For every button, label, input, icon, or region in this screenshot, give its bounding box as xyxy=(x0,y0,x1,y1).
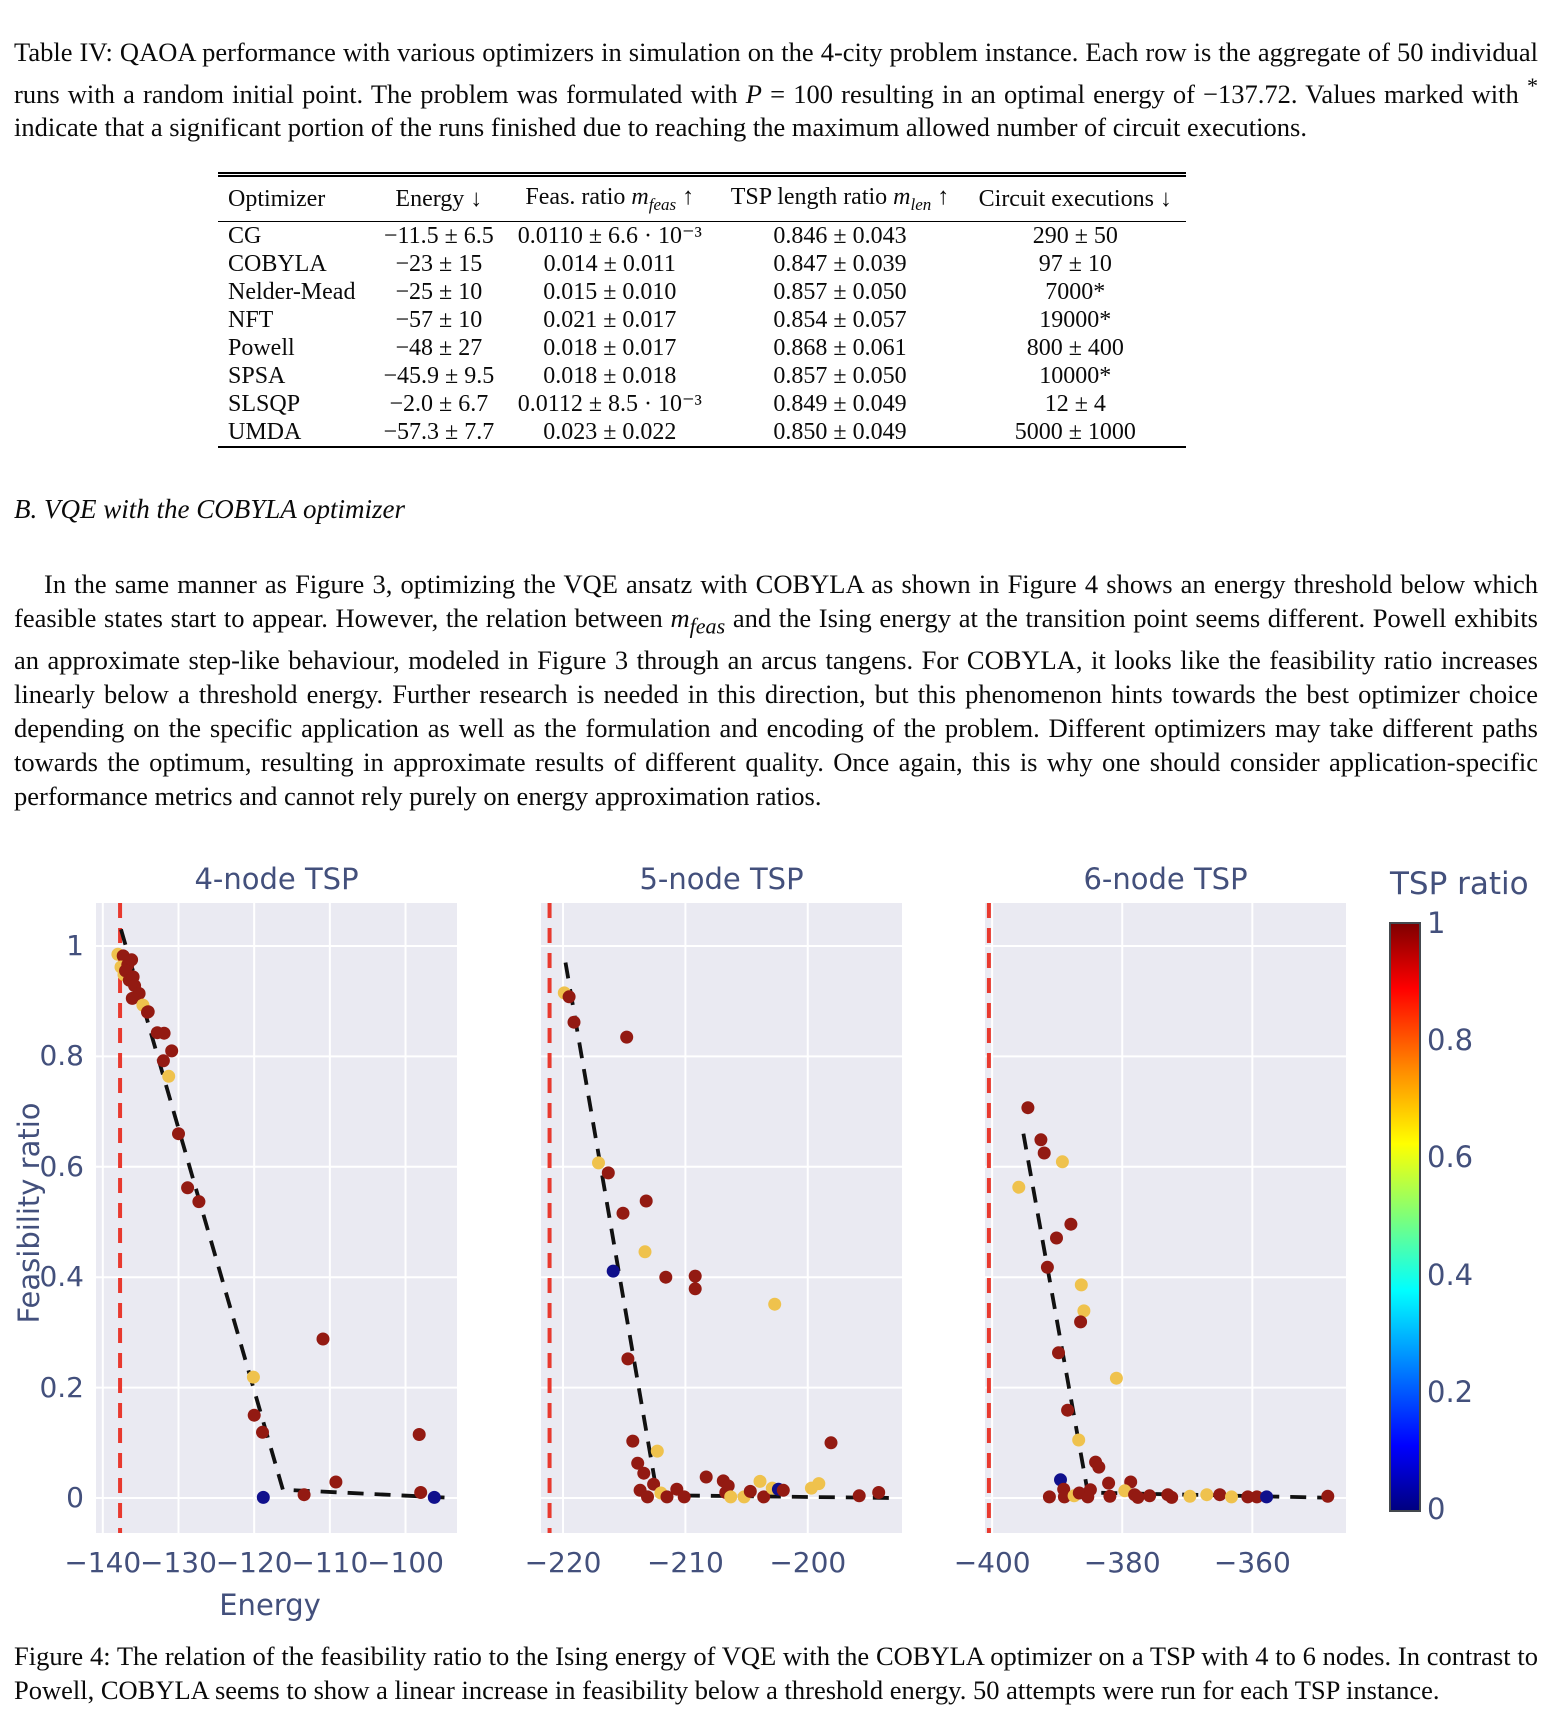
table-cell: SLSQP xyxy=(228,390,301,417)
table-cell: Powell xyxy=(228,334,295,361)
x-tick-label: −120 xyxy=(215,1546,293,1579)
panel-title: 5-node TSP xyxy=(639,862,804,896)
data-point xyxy=(1110,1372,1123,1385)
data-point xyxy=(700,1471,713,1484)
data-point xyxy=(413,1428,426,1441)
y-axis-label: Feasibility ratio xyxy=(12,1102,46,1324)
table-cell: 19000* xyxy=(1039,306,1112,333)
table-cell: UMDA xyxy=(228,418,302,445)
data-point xyxy=(626,1435,639,1448)
data-point xyxy=(1084,1483,1097,1496)
table-row xyxy=(218,390,1186,418)
data-point xyxy=(142,1005,155,1018)
column-header: TSP length ratio $m_{len}$ ↑ xyxy=(715,175,964,222)
panel-title: 6-node TSP xyxy=(1083,862,1248,896)
scatter-panel-3 xyxy=(985,903,1346,1533)
data-point xyxy=(825,1436,838,1449)
table-cell: 97 ± 10 xyxy=(1038,250,1112,277)
data-point xyxy=(1043,1490,1056,1503)
x-tick-label: −210 xyxy=(646,1546,724,1579)
table-row xyxy=(218,334,1186,362)
table-caption: Table IV: QAOA performance with various optimizers in simulation on the 4-city problem instance. Each row is the aggregate of 50 individual runs with a random initial point. The problem was formulated with P = 100 resulting in an optimal energy of −137.72. Values marked with * indicate that a significant portion of the runs finished due to reaching the maximum allowed number of circuit executions. xyxy=(14,36,1538,143)
data-point xyxy=(678,1490,691,1503)
table-cell: 12 ± 4 xyxy=(1044,390,1106,417)
data-point xyxy=(1077,1304,1090,1317)
table-cell: 0.018 ± 0.018 xyxy=(543,362,677,389)
data-point xyxy=(414,1486,427,1499)
data-point xyxy=(812,1477,825,1490)
table-cell: 7000* xyxy=(1045,278,1106,305)
table-cell: 0.846 ± 0.043 xyxy=(773,222,907,249)
table-cell: 0.850 ± 0.049 xyxy=(773,418,907,445)
data-point xyxy=(1052,1346,1065,1359)
table-cell: 800 ± 400 xyxy=(1026,334,1124,361)
x-tick-label: −130 xyxy=(140,1546,217,1579)
colorbar-title: TSP ratio xyxy=(1390,866,1529,902)
table-cell: 0.847 ± 0.039 xyxy=(773,250,907,277)
colorbar-tick-label: 0 xyxy=(1427,1492,1446,1526)
table-row xyxy=(218,221,1186,250)
data-point xyxy=(192,1195,205,1208)
y-tick-label: 0.2 xyxy=(39,1370,84,1404)
data-point xyxy=(1213,1488,1226,1501)
data-point xyxy=(125,953,138,966)
data-point xyxy=(621,1352,634,1365)
x-tick-label: −110 xyxy=(291,1546,369,1579)
data-point xyxy=(1034,1133,1047,1146)
colorbar-tick-label: 0.4 xyxy=(1427,1257,1474,1292)
table-cell: CG xyxy=(228,222,262,249)
data-point xyxy=(1012,1181,1025,1194)
data-point xyxy=(602,1166,615,1179)
data-point xyxy=(157,1054,170,1067)
table-cell: 290 ± 50 xyxy=(1032,222,1118,249)
data-point xyxy=(592,1156,605,1169)
data-point xyxy=(659,1271,672,1284)
data-point xyxy=(637,1467,650,1480)
data-point xyxy=(1038,1147,1051,1160)
data-point xyxy=(1200,1488,1213,1501)
data-point xyxy=(1102,1477,1115,1490)
x-tick-label: −100 xyxy=(367,1546,444,1579)
table-cell: −45.9 ± 9.5 xyxy=(383,362,495,389)
data-point xyxy=(563,990,576,1003)
table-cell: −23 ± 15 xyxy=(395,250,483,277)
data-point xyxy=(1321,1490,1334,1503)
table-cell: 0.849 ± 0.049 xyxy=(773,390,907,417)
scatter-panel-1 xyxy=(96,903,457,1533)
table-cell: SPSA xyxy=(228,362,286,389)
results-table-body xyxy=(218,221,1186,447)
data-point xyxy=(1143,1489,1156,1502)
data-point xyxy=(620,1031,633,1044)
data-point xyxy=(1064,1218,1077,1231)
data-point xyxy=(317,1333,330,1346)
data-point xyxy=(722,1479,735,1492)
data-point xyxy=(172,1127,185,1140)
data-point xyxy=(1061,1404,1074,1417)
data-point xyxy=(1092,1461,1105,1474)
table-cell: NFT xyxy=(228,306,274,333)
data-point xyxy=(1225,1490,1238,1503)
table-cell: 0.0110 ± 6.6 · 10⁻³ xyxy=(517,222,702,249)
data-point xyxy=(256,1426,269,1439)
data-point xyxy=(1074,1315,1087,1328)
y-tick-label: 0.4 xyxy=(39,1260,84,1294)
data-point xyxy=(248,1409,261,1422)
results-table xyxy=(218,172,1186,448)
data-point xyxy=(724,1490,737,1503)
scatter-panel-2 xyxy=(541,903,902,1533)
table-cell: −57 ± 10 xyxy=(395,306,483,333)
table-cell: 0.857 ± 0.050 xyxy=(773,278,907,305)
data-point xyxy=(298,1488,311,1501)
data-point xyxy=(1021,1101,1034,1114)
data-point xyxy=(165,1044,178,1057)
data-point xyxy=(247,1371,260,1384)
data-point xyxy=(689,1282,702,1295)
table-cell: 0.015 ± 0.010 xyxy=(543,278,677,305)
data-point xyxy=(1183,1490,1196,1503)
data-point xyxy=(1050,1232,1063,1245)
data-point xyxy=(651,1445,664,1458)
table-cell: COBYLA xyxy=(228,250,327,277)
table-cell: 0.0112 ± 8.5 · 10⁻³ xyxy=(517,390,702,417)
x-tick-label: −360 xyxy=(1213,1546,1291,1579)
data-point xyxy=(1131,1491,1144,1504)
data-point xyxy=(158,1027,171,1040)
y-tick-label: 0.6 xyxy=(39,1149,84,1183)
panel-title: 4-node TSP xyxy=(194,862,359,896)
table-cell: 0.868 ± 0.061 xyxy=(773,334,907,361)
data-point xyxy=(617,1207,630,1220)
table-cell: 5000 ± 1000 xyxy=(1014,418,1136,445)
colorbar-tick-label: 0.6 xyxy=(1427,1140,1474,1175)
data-point xyxy=(607,1265,620,1278)
table-cell: −57.3 ± 7.7 xyxy=(383,418,495,445)
results-table-header xyxy=(218,175,1186,222)
table-cell: 0.021 ± 0.017 xyxy=(543,306,677,333)
x-tick-label: −380 xyxy=(1083,1546,1161,1579)
y-tick-label: 0 xyxy=(66,1481,84,1514)
colorbar xyxy=(1389,922,1421,1512)
y-tick-label: 1 xyxy=(66,929,84,962)
data-point xyxy=(1260,1490,1273,1503)
table-cell: 0.018 ± 0.017 xyxy=(543,334,677,361)
table-cell: 0.014 ± 0.011 xyxy=(543,250,676,277)
x-tick-label: −200 xyxy=(769,1546,847,1579)
colorbar-tick-label: 0.8 xyxy=(1427,1023,1474,1058)
table-row xyxy=(218,362,1186,390)
data-point xyxy=(639,1245,652,1258)
data-point xyxy=(1103,1490,1116,1503)
y-tick-label: 0.8 xyxy=(39,1039,84,1073)
x-tick-label: −220 xyxy=(524,1546,602,1579)
table-cell: −2.0 ± 6.7 xyxy=(389,390,489,417)
column-header: Energy ↓ xyxy=(374,175,505,222)
data-point xyxy=(1056,1155,1069,1168)
data-point xyxy=(1165,1491,1178,1504)
table-cell: 0.023 ± 0.022 xyxy=(543,418,677,445)
data-point xyxy=(181,1181,194,1194)
table-row xyxy=(218,278,1186,306)
figure-caption: Figure 4: The relation of the feasibility ratio to the Ising energy of VQE with the COBYLA optimizer on a TSP with 4 to 6 nodes. In contrast to Powell, COBYLA seems to show a linear increase in feasibility below a threshold energy. 50 attempts were run for each TSP instance. xyxy=(14,1640,1538,1705)
colorbar-tick-label: 1 xyxy=(1427,906,1446,940)
x-axis-label: Energy xyxy=(219,1588,321,1622)
table-cell: −11.5 ± 6.5 xyxy=(383,222,494,249)
table-cell: 0.854 ± 0.057 xyxy=(773,306,907,333)
table-cell: 10000* xyxy=(1039,362,1112,389)
data-point xyxy=(257,1491,270,1504)
data-point xyxy=(641,1490,654,1503)
table-row xyxy=(218,418,1186,447)
table-cell: −25 ± 10 xyxy=(395,278,483,305)
data-point xyxy=(162,1070,175,1083)
data-point xyxy=(744,1485,757,1498)
table-cell: Nelder-Mead xyxy=(228,278,356,305)
x-tick-label: −400 xyxy=(953,1546,1031,1579)
table-row xyxy=(218,306,1186,334)
data-point xyxy=(853,1489,866,1502)
data-point xyxy=(1075,1278,1088,1291)
column-header: Feas. ratio $m_{feas}$ ↑ xyxy=(504,175,715,222)
section-paragraph: In the same manner as Figure 3, optimizing the VQE ansatz with COBYLA as shown in Figure 4 shows an energy threshold below which feasible states start to appear. However, the relation between $m_{feas}$ and the Ising energy at the transition point seems different. Powell exhibits an approximate step-like behaviour, modeled in Figure 3 through an arcus tangens. For COBYLA, it looks like the feasibility ratio increases linearly below a threshold energy. Further research is needed in this direction, but this phenomenon hints towards the best optimizer choice depending on the specific application as well as the formulation and encoding of the problem. Different optimizers may take different paths towards the optimum, resulting in approximate results of different quality. Once again, this is why one should consider application-specific performance metrics and cannot rely purely on energy approximation ratios. xyxy=(14,568,1538,811)
column-header: Circuit executions ↓ xyxy=(965,175,1186,222)
table-cell: 0.857 ± 0.050 xyxy=(773,362,907,389)
data-point xyxy=(689,1270,702,1283)
column-header: Optimizer xyxy=(218,175,374,222)
data-point xyxy=(428,1491,441,1504)
colorbar-tick-label: 0.2 xyxy=(1427,1374,1474,1409)
data-point xyxy=(872,1486,885,1499)
data-point xyxy=(754,1475,767,1488)
table-row xyxy=(218,250,1186,278)
results-table-grid xyxy=(218,172,1186,448)
x-tick-label: −140 xyxy=(64,1546,142,1579)
data-point xyxy=(777,1484,790,1497)
data-point xyxy=(1041,1261,1054,1274)
data-point xyxy=(568,1016,581,1029)
data-point xyxy=(640,1195,653,1208)
table-cell: −48 ± 27 xyxy=(395,334,483,361)
data-point xyxy=(329,1476,342,1489)
data-point xyxy=(1072,1434,1085,1447)
data-point xyxy=(768,1298,781,1311)
section-heading: B. VQE with the COBYLA optimizer xyxy=(14,494,406,524)
